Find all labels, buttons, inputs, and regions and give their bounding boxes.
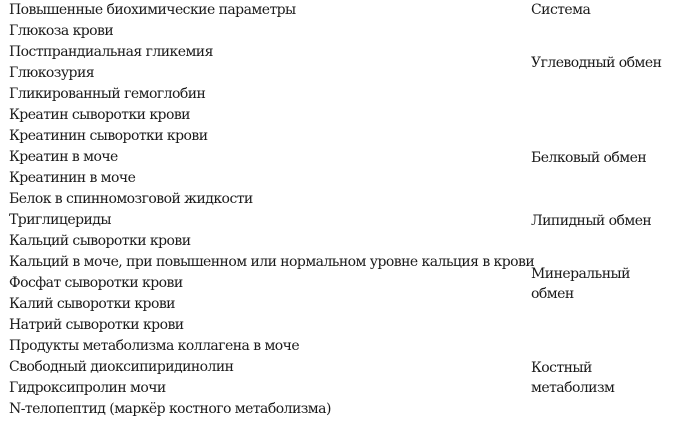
parameter-row: Фосфат сыворотки крови [9, 275, 183, 291]
parameters-column [9, 0, 535, 420]
parameter-row: Гидроксипролин мочи [9, 380, 166, 396]
parameter-row: Калий сыворотки крови [9, 296, 175, 312]
system-group-mineral [531, 231, 671, 336]
system-header: Система [531, 2, 591, 18]
parameter-row: Гликированный гемоглобин [9, 86, 206, 102]
system-group-lipid [531, 210, 671, 231]
parameter-row: Креатинин в моче [9, 170, 136, 186]
system-group-bone [531, 336, 671, 420]
parameter-row: Кальций сыворотки крови [9, 233, 191, 249]
parameter-row: Продукты метаболизма коллагена в моче [9, 338, 300, 354]
parameter-row: Натрий сыворотки крови [9, 317, 184, 333]
parameter-row: Глюкоза крови [9, 23, 114, 39]
system-label: Углеводный обмен [531, 55, 662, 71]
system-label: Костный метаболизм [531, 360, 615, 396]
parameter-row: Креатин в моче [9, 149, 118, 165]
parameter-row: Постпрандиальная гликемия [9, 44, 213, 60]
parameter-row: Креатинин сыворотки крови [9, 128, 208, 144]
system-label: Белковый обмен [531, 149, 647, 166]
parameter-row: Белок в спинномозговой жидкости [9, 191, 253, 207]
system-group-protein [531, 105, 671, 210]
system-group-carbohydrate [531, 21, 671, 105]
parameter-row: N-телопептид (маркёр костного метаболизма) [9, 401, 331, 417]
parameter-row: Креатин сыворотки крови [9, 107, 190, 123]
parameters-header: Повышенные биохимические параметры [9, 2, 296, 18]
system-label: Минеральный обмен [531, 265, 630, 302]
parameter-row: Триглицериды [9, 212, 111, 228]
parameter-row: Глюкозурия [9, 65, 95, 81]
system-label: Липидный обмен [531, 212, 652, 229]
parameter-row: Кальций в моче, при повышенном или нормальном уровне кальция в крови [9, 254, 535, 270]
parameter-row: Свободный диоксипиридинолин [9, 359, 234, 375]
